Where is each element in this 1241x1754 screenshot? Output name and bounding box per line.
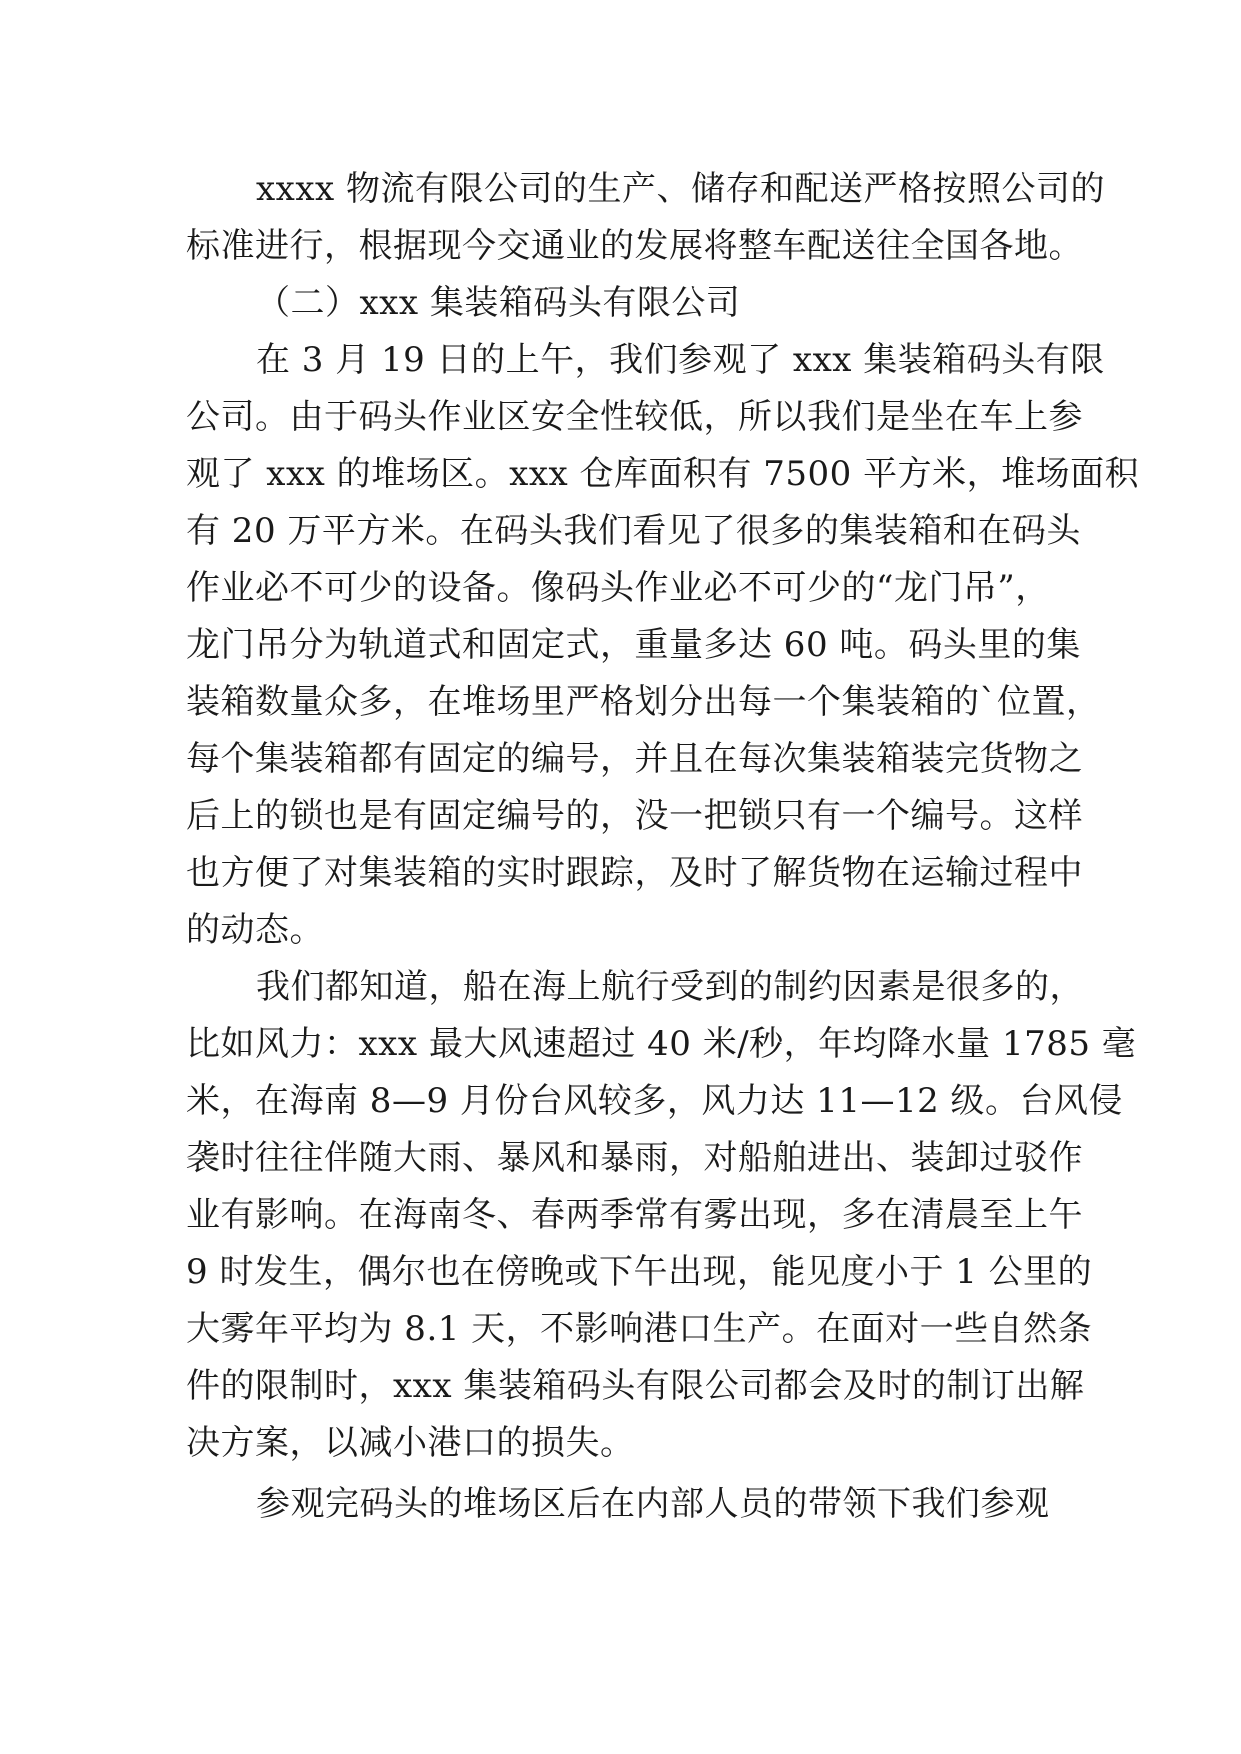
- paragraph-line: 袭时往往伴随大雨、暴风和暴雨，对船舶进出、装卸过驳作: [186, 1138, 1083, 1178]
- paragraph-line: 后上的锁也是有固定编号的，没一把锁只有一个编号。这样: [186, 796, 1083, 836]
- paragraph-line: 米，在海南 8—9 月份台风较多，风力达 11—12 级。台风侵: [186, 1081, 1124, 1121]
- paragraph-line: 作业必不可少的设备。像码头作业必不可少的“龙门吊”，: [186, 568, 1050, 608]
- section-heading: （二）xxx 集装箱码头有限公司: [256, 283, 741, 323]
- paragraph-line: 件的限制时，xxx 集装箱码头有限公司都会及时的制订出解: [186, 1366, 1085, 1406]
- paragraph-line: 有 20 万平方米。在码头我们看见了很多的集装箱和在码头: [186, 511, 1081, 551]
- paragraph-line: 的动态。: [186, 910, 324, 950]
- paragraph-line: 标准进行，根据现今交通业的发展将整车配送往全国各地。: [186, 226, 1083, 266]
- paragraph-line: 我们都知道，船在海上航行受到的制约因素是很多的，: [256, 967, 1084, 1007]
- paragraph-line: 公司。由于码头作业区安全性较低，所以我们是坐在车上参: [186, 397, 1083, 437]
- paragraph-line: 观了 xxx 的堆场区。xxx 仓库面积有 7500 平方米，堆场面积: [186, 454, 1140, 494]
- paragraph-line: 业有影响。在海南冬、春两季常有雾出现，多在清晨至上午: [186, 1195, 1083, 1235]
- paragraph-line: 大雾年平均为 8.1 天，不影响港口生产。在面对一些自然条: [186, 1309, 1093, 1349]
- paragraph-line: 决方案，以减小港口的损失。: [186, 1423, 635, 1463]
- paragraph-line: 装箱数量众多，在堆场里严格划分出每一个集装箱的`位置，: [186, 682, 1101, 722]
- paragraph-line: 每个集装箱都有固定的编号，并且在每次集装箱装完货物之: [186, 739, 1083, 779]
- paragraph-line: 在 3 月 19 日的上午，我们参观了 xxx 集装箱码头有限: [256, 340, 1105, 380]
- paragraph-line: 9 时发生，偶尔也在傍晚或下午出现，能见度小于 1 公里的: [186, 1252, 1093, 1292]
- paragraph-line: 参观完码头的堆场区后在内部人员的带领下我们参观: [256, 1484, 1050, 1524]
- paragraph-line: 也方便了对集装箱的实时跟踪，及时了解货物在运输过程中: [186, 853, 1083, 893]
- paragraph-line: xxxx 物流有限公司的生产、储存和配送严格按照公司的: [256, 169, 1106, 209]
- paragraph-line: 龙门吊分为轨道式和固定式，重量多达 60 吨。码头里的集: [186, 625, 1081, 665]
- paragraph-line: 比如风力：xxx 最大风速超过 40 米/秒，年均降水量 1785 毫: [186, 1024, 1137, 1064]
